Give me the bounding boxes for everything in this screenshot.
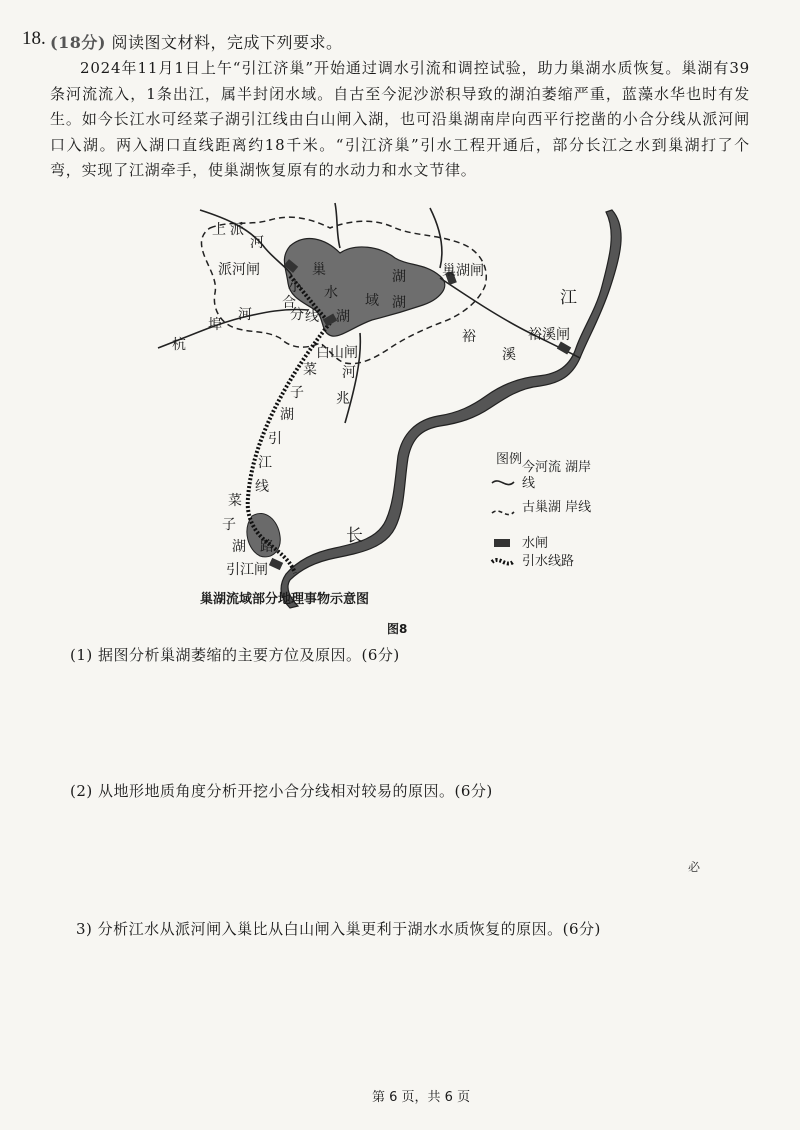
label-hu: 湖: [392, 269, 406, 285]
question-header: [50, 30, 343, 53]
legend-river-shore: 今河流 湖岸线: [522, 460, 592, 491]
label-cai2: 菜: [228, 493, 242, 509]
legend-route-symbol: [492, 560, 514, 564]
legend-route: 引水线路: [522, 554, 575, 569]
label-chang: 长: [346, 526, 363, 546]
label-yuxi-zha: 裕溪闸: [528, 327, 570, 343]
label-chaohuzha: 巢湖闸: [442, 263, 484, 279]
label-yu-label: 域: [365, 293, 379, 309]
legend-river-symbol: [492, 481, 514, 485]
label-hu-label: 湖: [336, 309, 350, 325]
legend-sluice: 水闸: [522, 536, 549, 551]
legend-sluice-symbol: [494, 539, 510, 547]
label-bu: 埠: [208, 317, 222, 333]
figure-number: 图8: [387, 622, 408, 636]
sub-question-2: (2) 从地形地质角度分析开挖小合分线相对较易的原因。(6分): [70, 782, 493, 800]
question-number: 18.: [22, 28, 46, 49]
label-zi: 子: [290, 385, 304, 401]
label-xiao: 小: [288, 279, 302, 295]
question-instruction: 阅读图文材料，完成下列要求。: [111, 33, 343, 52]
label-xian2: 线: [255, 479, 269, 495]
map-figure: [140, 198, 640, 613]
sub-question-1: (1) 据图分析巢湖萎缩的主要方位及原因。(6分): [70, 646, 400, 664]
label-shi: 湖: [392, 295, 406, 311]
label-hu3: 湖: [232, 539, 246, 555]
label-xi: 溪: [502, 347, 516, 363]
label-baishanzha: 白山闸: [316, 345, 358, 361]
label-zhao: 兆: [336, 391, 350, 407]
label-paihezha: 派河闸: [218, 262, 260, 278]
sluice-yinjiang: [269, 558, 283, 570]
label-yinjiang-zha: 引江闸: [226, 562, 268, 578]
label-hang: 杭: [172, 337, 186, 353]
passage-text: 2024年11月1日上午“引江济巢”开始通过调水引流和调控试验，助力巢湖水质恢复。巢湖有39条河流流入，1条出江，属半封闭水域。自古至今泥沙淤积导致的湖泊萎缩严重，蓝藻水华也时有发生。如今长江水可经菜子湖引江线由白山闸入湖，也可沿巢湖南岸向西平行挖凿的小合分线从派河闸口入湖。两入湖口直线距离约18千米。“引江济巢”引水工程开通后，部分长江之水到巢湖打了个弯，实现了江湖牵手，使巢湖恢复原有的水动力和水文节律。: [50, 59, 750, 179]
label-shui: 水: [324, 285, 338, 301]
question-score: (18分): [50, 33, 106, 52]
label-yu: 裕: [462, 329, 476, 345]
label-chao: 巢: [312, 262, 326, 278]
label-zi2: 子: [222, 517, 236, 533]
label-cai: 菜: [303, 362, 317, 378]
label-he3: 河: [342, 365, 356, 381]
label-pai: 派: [230, 222, 244, 238]
label-he2: 河: [238, 307, 252, 323]
label-he1: 河: [250, 235, 264, 251]
label-fen: 分: [290, 307, 304, 323]
label-xian: 线: [305, 309, 319, 325]
label-he-he: 合: [282, 295, 296, 311]
map-caption: 巢湖流域部分地理事物示意图: [200, 592, 370, 607]
label-hu2: 湖: [280, 407, 294, 423]
legend-ancient-shore: 古巢湖 岸线: [522, 500, 592, 515]
sub-question-3: 3) 分析江水从派河闸入巢比从白山闸入巢更利于湖水水质恢复的原因。(6分): [76, 920, 601, 938]
page-footer: 第 6 页，共 6 页: [372, 1090, 471, 1105]
legend-title: 图例: [496, 452, 523, 467]
margin-mark: 必: [688, 860, 701, 874]
map-drawing: [140, 198, 640, 613]
label-shang: 上: [212, 222, 226, 238]
river-east: [430, 208, 442, 268]
label-yin: 引: [268, 431, 282, 447]
label-jiang: 江: [258, 455, 272, 471]
label-jiang-river: 江: [560, 288, 577, 308]
legend-ancient-symbol: [492, 511, 514, 515]
label-lu: 路: [260, 539, 274, 555]
